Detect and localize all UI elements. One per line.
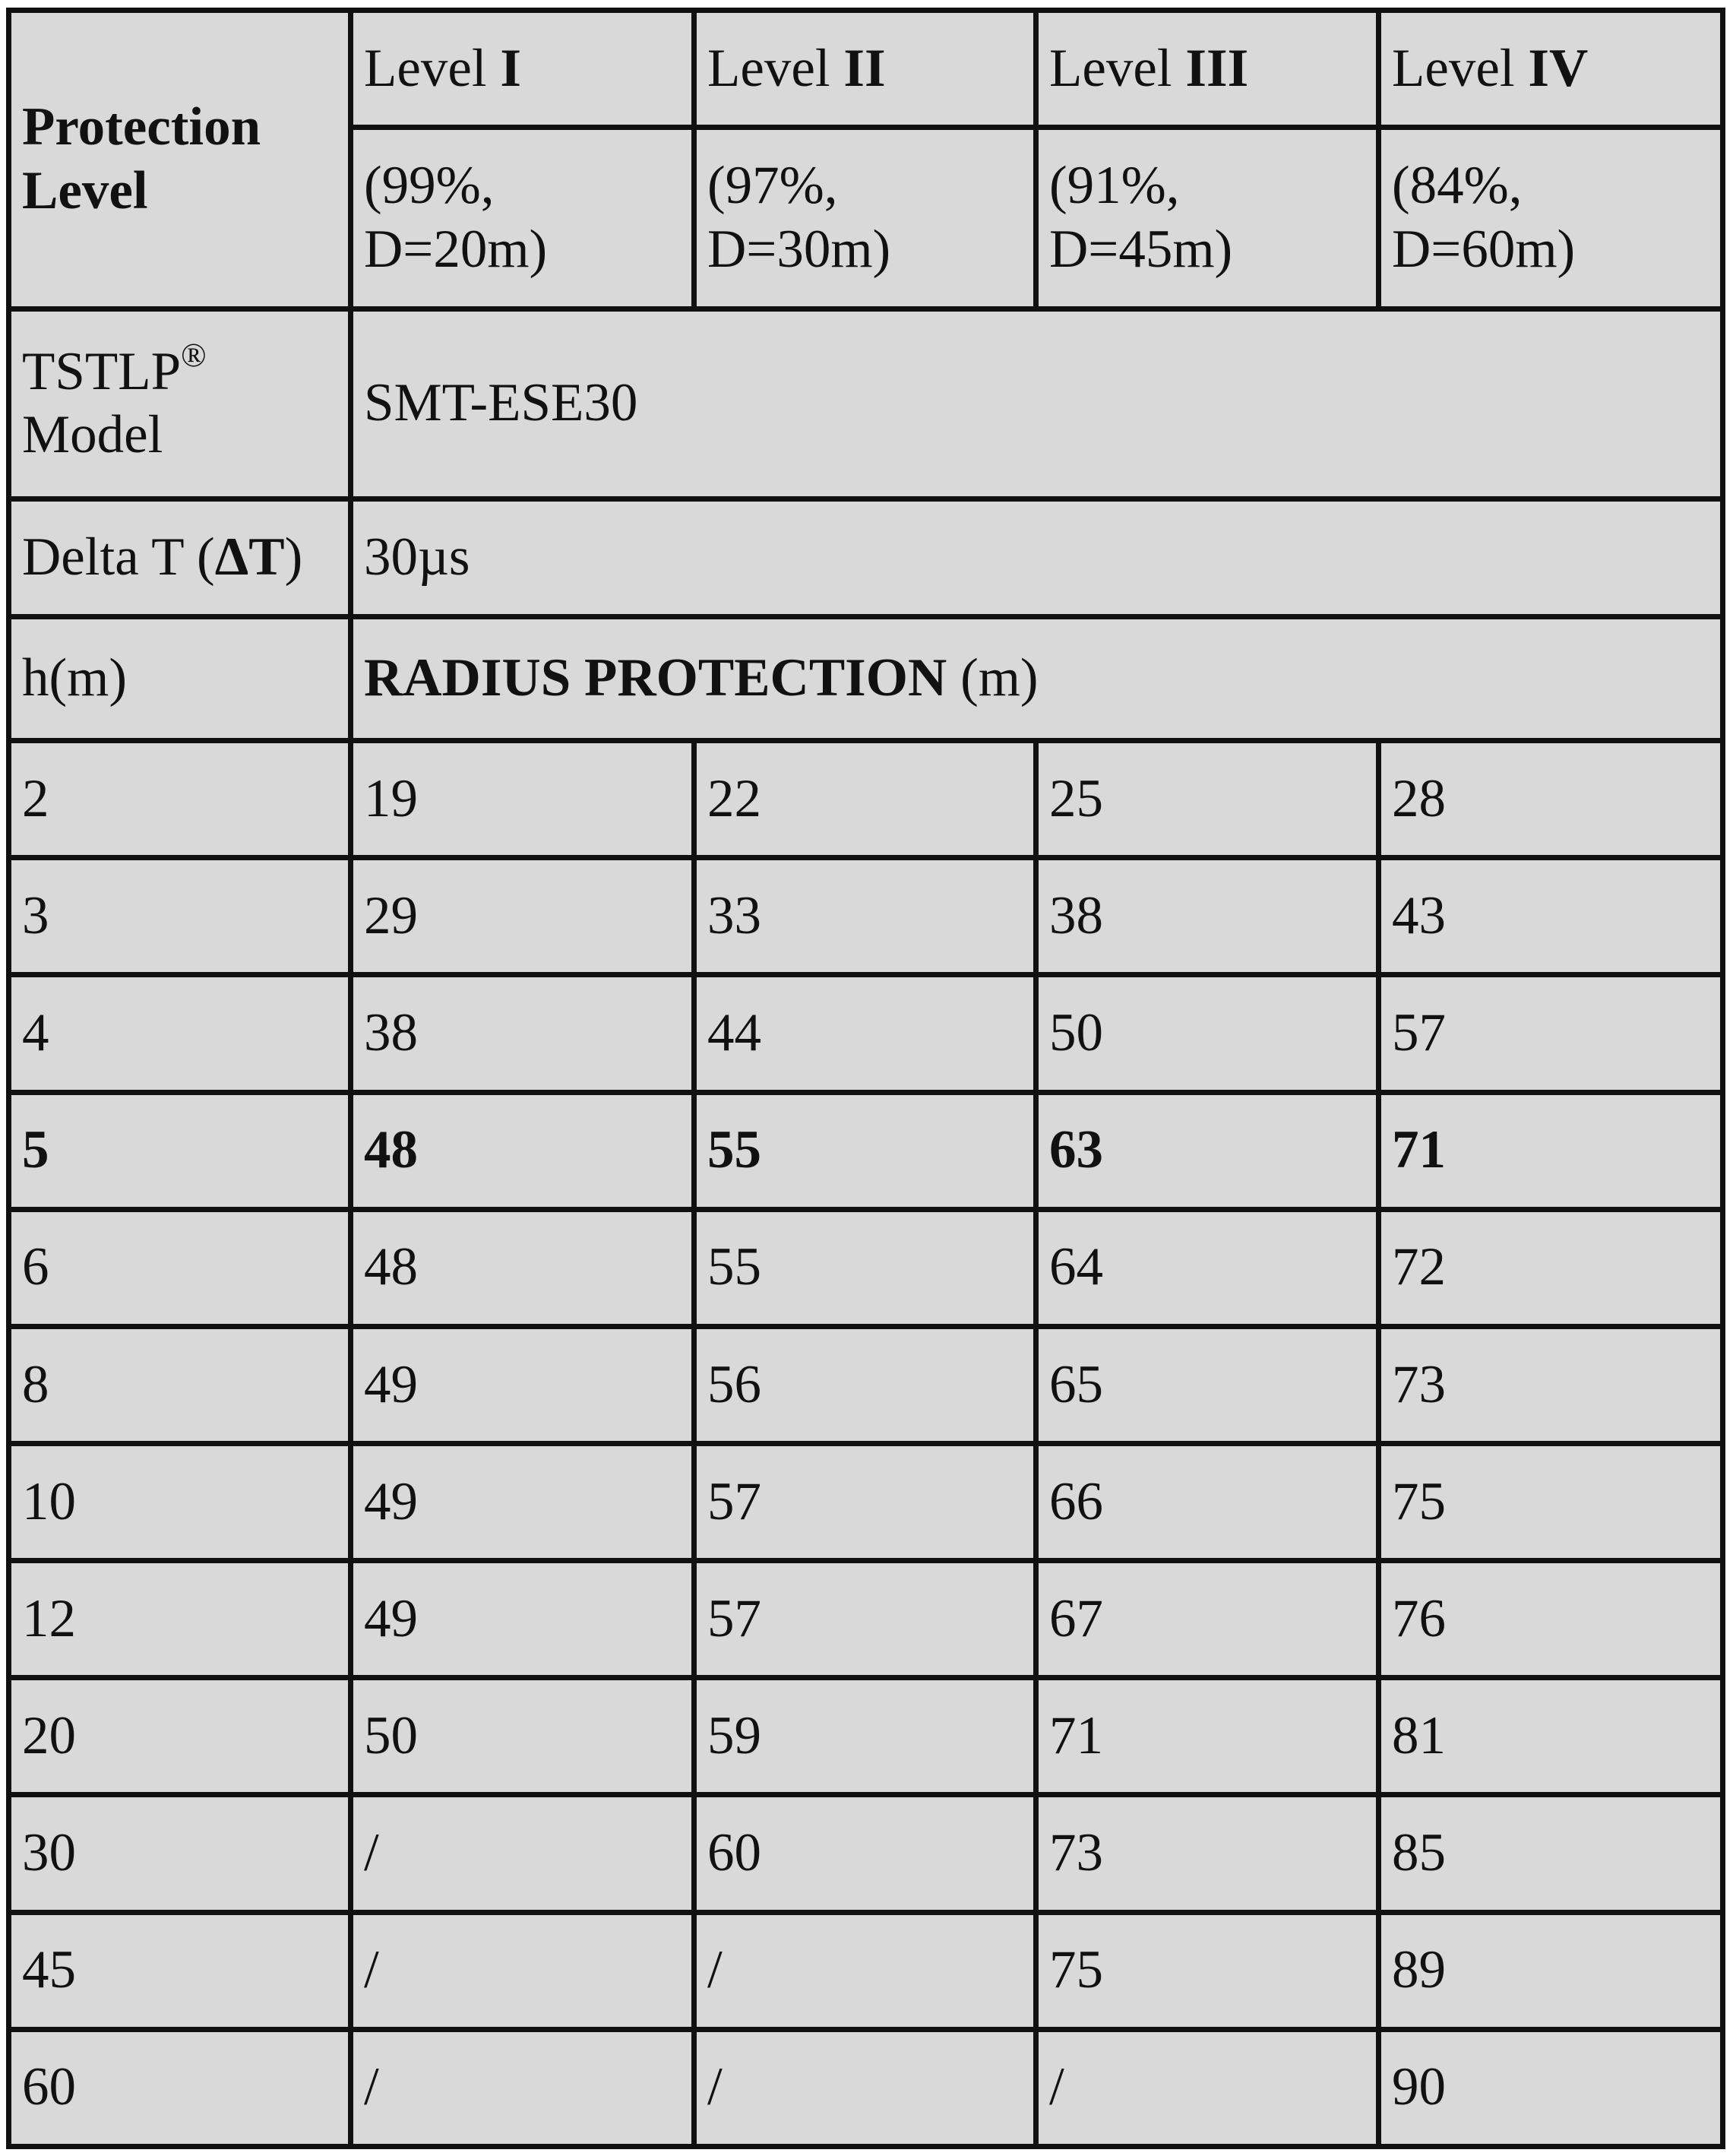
table-row bbox=[9, 1092, 1723, 1209]
radius-value-cell: / bbox=[351, 2029, 694, 2146]
radius-value-cell: 28 bbox=[1379, 741, 1723, 858]
table-row bbox=[9, 858, 1723, 975]
radius-value-cell: 90 bbox=[1379, 2029, 1723, 2146]
height-cell: 8 bbox=[9, 1326, 351, 1443]
height-cell: 2 bbox=[9, 741, 351, 858]
radius-value-cell: 49 bbox=[351, 1326, 694, 1443]
height-cell: 6 bbox=[9, 1209, 351, 1326]
height-cell: 5 bbox=[9, 1092, 351, 1209]
radius-protection-table bbox=[6, 8, 1725, 2149]
radius-value-cell: 49 bbox=[351, 1561, 694, 1678]
radius-value-cell: 48 bbox=[351, 1092, 694, 1209]
radius-value-cell: / bbox=[694, 1912, 1036, 2029]
radius-value-cell: 81 bbox=[1379, 1678, 1723, 1795]
level-header-2: Level II bbox=[694, 11, 1036, 128]
radius-value-cell: 75 bbox=[1379, 1444, 1723, 1561]
radius-value-cell: 57 bbox=[1379, 975, 1723, 1092]
radius-value-cell: 19 bbox=[351, 741, 694, 858]
level-header-3: Level III bbox=[1036, 11, 1379, 128]
radius-value-cell: 29 bbox=[351, 858, 694, 975]
radius-value-cell: 76 bbox=[1379, 1561, 1723, 1678]
height-label-cell: h(m) bbox=[9, 616, 351, 740]
radius-value-cell: 60 bbox=[694, 1795, 1036, 1912]
protection-level-label: Protection Level bbox=[22, 97, 261, 220]
delta-value-cell: 30µs bbox=[351, 499, 1723, 616]
radius-value-cell: 25 bbox=[1036, 741, 1379, 858]
radius-value-cell: 71 bbox=[1379, 1092, 1723, 1209]
height-cell: 45 bbox=[9, 1912, 351, 2029]
model-label-cell: TSTLP® Model bbox=[9, 309, 351, 499]
radius-value-cell: 85 bbox=[1379, 1795, 1723, 1912]
level-header-4: Level IV bbox=[1379, 11, 1723, 128]
height-cell: 10 bbox=[9, 1444, 351, 1561]
radius-value-cell: 50 bbox=[1036, 975, 1379, 1092]
table-row bbox=[9, 1444, 1723, 1561]
radius-value-cell: 55 bbox=[694, 1092, 1036, 1209]
height-cell: 60 bbox=[9, 2029, 351, 2146]
radius-value-cell: 65 bbox=[1036, 1326, 1379, 1443]
radius-value-cell: 57 bbox=[694, 1444, 1036, 1561]
height-cell: 20 bbox=[9, 1678, 351, 1795]
radius-value-cell: / bbox=[351, 1795, 694, 1912]
radius-value-cell: / bbox=[351, 1912, 694, 2029]
height-cell: 30 bbox=[9, 1795, 351, 1912]
radius-value-cell: / bbox=[694, 2029, 1036, 2146]
radius-value-cell: 89 bbox=[1379, 1912, 1723, 2029]
table-row bbox=[9, 1795, 1723, 1912]
radius-value-cell: 66 bbox=[1036, 1444, 1379, 1561]
level-detail-1: (99%, D=20m) bbox=[351, 128, 694, 309]
table-row bbox=[9, 1912, 1723, 2029]
radius-value-cell: 75 bbox=[1036, 1912, 1379, 2029]
radius-value-cell: 33 bbox=[694, 858, 1036, 975]
radius-value-cell: 73 bbox=[1379, 1326, 1723, 1443]
table-row bbox=[9, 1678, 1723, 1795]
table-row bbox=[9, 2029, 1723, 2146]
level-header-1: Level I bbox=[351, 11, 694, 128]
radius-value-cell: 67 bbox=[1036, 1561, 1379, 1678]
radius-value-cell: / bbox=[1036, 2029, 1379, 2146]
radius-value-cell: 48 bbox=[351, 1209, 694, 1326]
height-cell: 3 bbox=[9, 858, 351, 975]
level-detail-3: (91%, D=45m) bbox=[1036, 128, 1379, 309]
radius-value-cell: 72 bbox=[1379, 1209, 1723, 1326]
radius-value-cell: 56 bbox=[694, 1326, 1036, 1443]
table-row bbox=[9, 741, 1723, 858]
radius-value-cell: 73 bbox=[1036, 1795, 1379, 1912]
radius-value-cell: 38 bbox=[1036, 858, 1379, 975]
table-row bbox=[9, 1561, 1723, 1678]
level-detail-2: (97%, D=30m) bbox=[694, 128, 1036, 309]
radius-value-cell: 63 bbox=[1036, 1092, 1379, 1209]
radius-protection-title-cell: RADIUS PROTECTION (m) bbox=[351, 616, 1723, 740]
radius-value-cell: 49 bbox=[351, 1444, 694, 1561]
radius-value-cell: 57 bbox=[694, 1561, 1036, 1678]
radius-value-cell: 38 bbox=[351, 975, 694, 1092]
radius-value-cell: 59 bbox=[694, 1678, 1036, 1795]
radius-value-cell: 55 bbox=[694, 1209, 1036, 1326]
radius-value-cell: 50 bbox=[351, 1678, 694, 1795]
radius-value-cell: 22 bbox=[694, 741, 1036, 858]
data-rows bbox=[9, 741, 1723, 2147]
height-cell: 12 bbox=[9, 1561, 351, 1678]
table-row bbox=[9, 1326, 1723, 1443]
height-cell: 4 bbox=[9, 975, 351, 1092]
level-detail-4: (84%, D=60m) bbox=[1379, 128, 1723, 309]
radius-value-cell: 43 bbox=[1379, 858, 1723, 975]
protection-level-header-cell bbox=[9, 11, 351, 309]
radius-value-cell: 64 bbox=[1036, 1209, 1379, 1326]
radius-value-cell: 44 bbox=[694, 975, 1036, 1092]
delta-label-cell: Delta T (ΔT) bbox=[9, 499, 351, 616]
table-row bbox=[9, 975, 1723, 1092]
model-value-cell: SMT-ESE30 bbox=[351, 309, 1723, 499]
table-row bbox=[9, 1209, 1723, 1326]
radius-value-cell: 71 bbox=[1036, 1678, 1379, 1795]
